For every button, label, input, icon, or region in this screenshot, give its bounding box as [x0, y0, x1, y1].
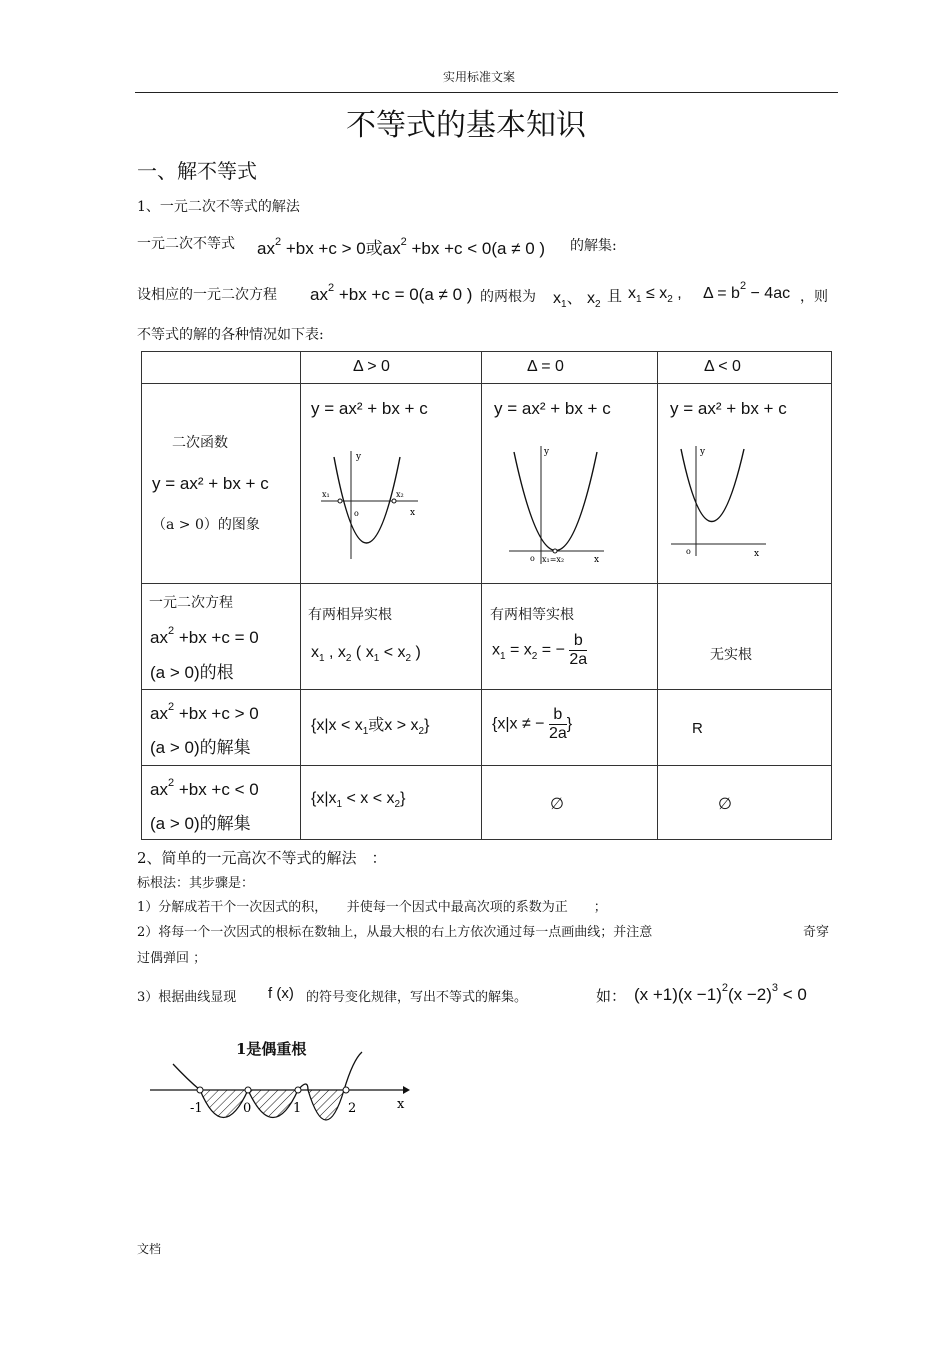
row2-col1-roots: $x_1$ , $x_2$ ( $x_1 < x_2$ ) [311, 644, 421, 664]
even-root-label: 1是偶重根 [236, 1040, 307, 1058]
header-rule [135, 92, 838, 93]
row4-label-a: $ax^2 +bx +c < 0$ [150, 777, 259, 799]
row3-col3-set: R [692, 720, 703, 737]
svg-text:x: x [754, 549, 760, 559]
sign-chart [148, 1050, 413, 1130]
row1-label-a: 二次函数 [172, 435, 228, 451]
root-label-1: 1 [293, 1101, 302, 1116]
footer-text: 文档 [137, 1242, 162, 1256]
svg-text:y: y [700, 447, 706, 457]
row4-col2-set: ∅ [550, 796, 564, 813]
svg-text:y: y [356, 452, 362, 462]
line2-prefix: 设相应的一元二次方程 [137, 287, 277, 303]
axis-x-label: x [397, 1097, 405, 1112]
graph2-func: y = ax² + bx + c [494, 399, 611, 418]
svg-text:o: o [354, 509, 359, 518]
section-heading: 一、解不等式 [137, 159, 257, 183]
root-label-0: 0 [243, 1101, 252, 1116]
row4-col1-set: $\{x|x_1 < x < x_2\}$ [311, 790, 406, 810]
line3: 不等式的解的各种情况如下表: [137, 327, 324, 343]
row2-col2-root: $x_1 = x_2$ = − $\frac{b}{2a}$ [492, 632, 588, 668]
step-3a: 3）根据曲线显现 [137, 990, 237, 1005]
svg-text:o: o [530, 554, 535, 563]
graph-no-root [666, 444, 776, 559]
step-3b: 的符号变化规律，写出不等式的解集。 [306, 990, 528, 1005]
graph1-func: y = ax² + bx + c [311, 399, 428, 418]
header-delta-positive: Δ > 0 [353, 358, 390, 375]
method-intro: 标根法：其步骤是： [137, 876, 255, 891]
root-label-2: 2 [348, 1101, 357, 1116]
row2-label-c: (a > 0)的根 [150, 663, 234, 682]
solution-table [141, 351, 832, 840]
header-delta-zero: Δ = 0 [527, 358, 564, 375]
svg-text:o: o [686, 547, 691, 556]
row3-label-a: $ax^2 +bx +c > 0$ [150, 701, 259, 723]
line2-end: ，则 [800, 289, 828, 305]
subsection2-heading: 2、简单的一元高次不等式的解法 ： [137, 849, 387, 867]
svg-text:x₁: x₁ [322, 490, 330, 499]
step-2b: 奇穿 [803, 925, 830, 940]
header-delta-negative: Δ < 0 [704, 358, 741, 375]
example-inequality: $(x +1)(x -1)^2(x -2)^3 < 0$ [634, 982, 807, 1004]
subsection-heading: 1、一元二次不等式的解法 [137, 199, 300, 215]
row2-label-a: 一元二次方程 [149, 595, 233, 611]
svg-text:x₂: x₂ [396, 490, 404, 499]
graph-double-root [504, 444, 614, 569]
root-label-neg1: -1 [190, 1101, 203, 1116]
line1-suffix: 的解集: [570, 238, 617, 254]
page-title: 不等式的基本知识 [346, 108, 586, 143]
row3-col2-set: {x|x ≠ − $\frac{b}{2a}$ } [492, 706, 573, 742]
svg-text:x: x [594, 555, 600, 565]
svg-text:y: y [544, 447, 550, 457]
step-2c: 过偶弹回 ； [137, 951, 207, 966]
line2-order: $x_1 \le x_2$ , [628, 285, 682, 305]
line1-prefix: 一元二次不等式 [137, 236, 235, 252]
line1-formula: $ax^2 +bx +c > 0$或$ax^2 +bx +c < 0(a \ne 0$ ) [257, 236, 546, 258]
step-3c: 如： [596, 987, 627, 1005]
line2-mid: 的两根为 [480, 289, 536, 305]
row4-col3-set: ∅ [718, 796, 732, 813]
row2-label-b: $ax^2 +bx +c = 0$ [150, 625, 259, 647]
svg-text:x: x [410, 508, 416, 518]
graph-two-roots [316, 449, 426, 564]
row3-col1-set: {$x|x < x_1$或$x > x_2$} [311, 717, 430, 737]
line2-equation: $ax^2 +bx +c = 0(a \ne 0$ ) [310, 282, 473, 304]
running-header: 实用标准文案 [443, 70, 516, 84]
row1-label-b: y = ax² + bx + c [152, 474, 269, 493]
step-3-fx: f (x) [268, 985, 294, 1002]
svg-text:x₁=x₂: x₁=x₂ [542, 555, 565, 564]
line2-and: 且 [607, 287, 623, 305]
line2-roots: $x_1$、 $x_2$ [553, 290, 601, 310]
row4-label-b: (a > 0)的解集 [150, 814, 251, 833]
row2-col1-text: 有两相异实根 [308, 607, 392, 623]
graph3-func: y = ax² + bx + c [670, 399, 787, 418]
step-2a: 2）将每一个一次因式的根标在数轴上，从最大根的右上方依次通过每一点画曲线；并注意 [137, 925, 653, 940]
line2-delta: $\Delta = b^2 - 4ac$ [703, 280, 791, 302]
row1-label-c: （a > 0）的图象 [152, 517, 260, 533]
step-1: 1）分解成若干个一次因式的积， 并使每一个因式中最高次项的系数为正 ； [137, 900, 607, 915]
row2-col2-text: 有两相等实根 [490, 607, 574, 623]
row2-col3-text: 无实根 [710, 647, 752, 663]
row3-label-b: (a > 0)的解集 [150, 738, 251, 757]
